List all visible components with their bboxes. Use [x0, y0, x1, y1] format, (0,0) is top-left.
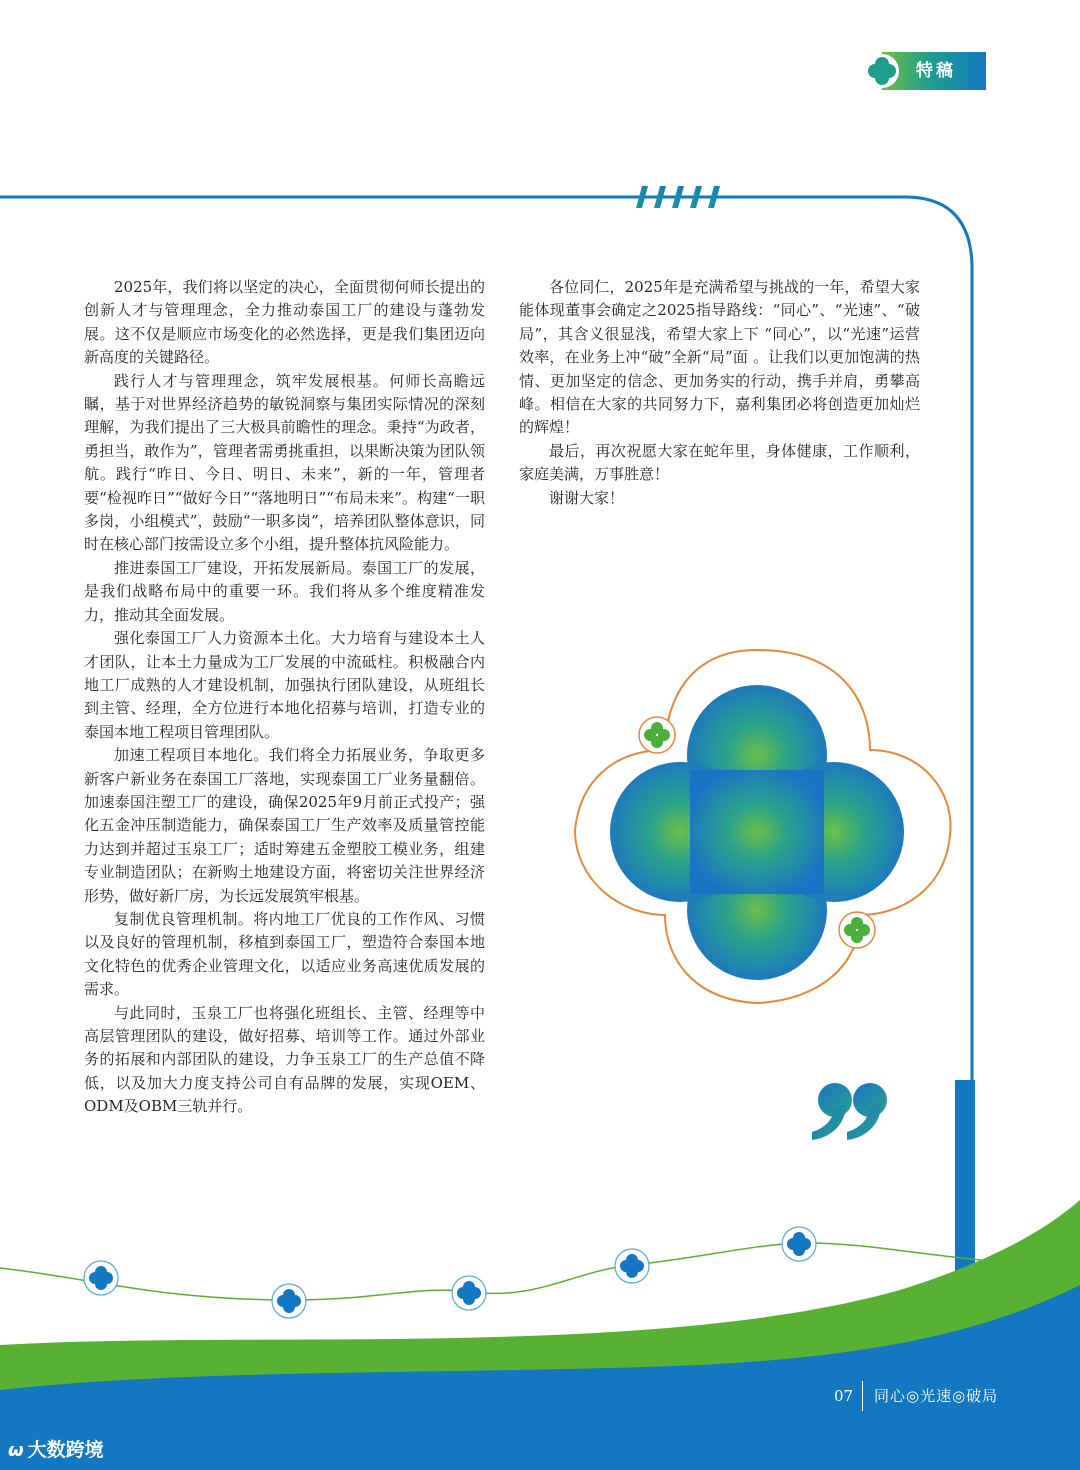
paragraph: 各位同仁，2025年是充满希望与挑战的一年，希望大家能体现董事会确定之2025指导路线：“同心”、“光速”、“破局”，其含义很显浅，希望大家上下 “同心”，以“光速”运营效率，在业务上冲“破”全新“局”面 。让我们以更加饱满的热情、更加坚定的信念、更加务实的行动，携手并肩，勇攀高峰。相信在大家的共同努力下，嘉利集团必将创造更加灿烂的辉煌！ [519, 278, 920, 437]
footer-divider [862, 1381, 863, 1411]
watermark-logo: ω [8, 1440, 24, 1461]
paragraph: 最后，再次祝愿大家在蛇年里，身体健康，工作顺利，家庭美满，万事胜意！ [519, 441, 920, 484]
line-node-icons [84, 1227, 816, 1318]
clover-icon [864, 53, 900, 89]
paragraph: 与此同时，玉泉工厂也将强化班组长、主管、经理等中高层管理团队的建设，做好招募、培训等工作。通过外部业务的拓展和内部团队的建设，力争玉泉工厂的生产总值不降低，以及加大力度支持公司自有品牌的发展，实现OEM、ODM及OBM三轨并行。 [84, 1003, 485, 1116]
article-right-column [519, 276, 920, 510]
node-line [0, 1243, 1000, 1300]
paragraph: 强化泰国工厂人力资源本土化。大力培育与建设本土人才团队，让本土力量成为工厂发展的中流砥柱。积极融合内地工厂成熟的人才建设机制，加强执行团队建设，从班组长到主管、经理，全方位进行本地化招募与培训，打造专业的泰国本地工程项目管理团队。 [84, 629, 485, 741]
page-number: 07 [834, 1387, 854, 1405]
section-label: 特稿 [916, 61, 956, 81]
section-tag [864, 52, 986, 90]
article-left-column [84, 276, 485, 1119]
paragraph: 加速工程项目本地化。我们将全力拓展业务，争取更多新客户新业务在泰国工厂落地，实现泰国工厂业务量翻倍。加速泰国注塑工厂的建设，确保2025年9月前正式投产；强化五金冲压制造能力，确保泰国工厂生产效率及质量管控能力达到并超过玉泉工厂；适时筹建五金塑胶工模业务，组建专业制造团队；在新购土地建设方面，将密切关注世界经济形势，做好新厂房，为长远发展筑牢根基。 [84, 746, 485, 905]
clover-decoration [575, 650, 950, 1003]
footer-slogan: 同心◎光速◎破局 [874, 1387, 999, 1405]
paragraph: 复制优良管理机制。将内地工厂优良的工作作风、习惯以及良好的管理机制，移植到泰国工厂，塑造符合泰国本地文化特色的优秀企业管理文化，以适应业务高速优质发展的需求。 [84, 909, 485, 999]
closing-quote-icon [812, 1083, 887, 1140]
paragraph: 谢谢大家！ [549, 488, 625, 507]
watermark-text: 大数跨境 [27, 1439, 104, 1461]
paragraph: 践行人才与管理理念，筑牢发展根基。何师长高瞻远瞩，基于对世界经济趋势的敏锐洞察与集团实际情况的深刻理解，为我们提出了三大极具前瞻性的理念。秉持“为政者，勇担当，敢作为”，管理者需勇挑重担，以果断决策为团队领航。践行“昨日、今日、明日、未来”，新的一年，管理者要“检视昨日”“做好今日”“落地明日”“布局未来”。构建“一职多岗，小组模式”，鼓励“一职多岗”，培养团队整体意识，同时在核心部门按需设立多个小组，提升整体抗风险能力。 [84, 371, 485, 554]
watermark [8, 1436, 104, 1464]
paragraph: 推进泰国工厂建设，开拓发展新局。泰国工厂的发展，是我们战略布局中的重要一环。我们将从多个维度精准发力，推动其全面发展。 [84, 558, 485, 624]
paragraph: 2025年，我们将以坚定的决心，全面贯彻何师长提出的创新人才与管理理念，全力推动泰国工厂的建设与蓬勃发展。这不仅是顺应市场变化的必然选择，更是我们集团迈向新高度的关键路径。 [84, 278, 485, 367]
side-bar [955, 1080, 975, 1285]
